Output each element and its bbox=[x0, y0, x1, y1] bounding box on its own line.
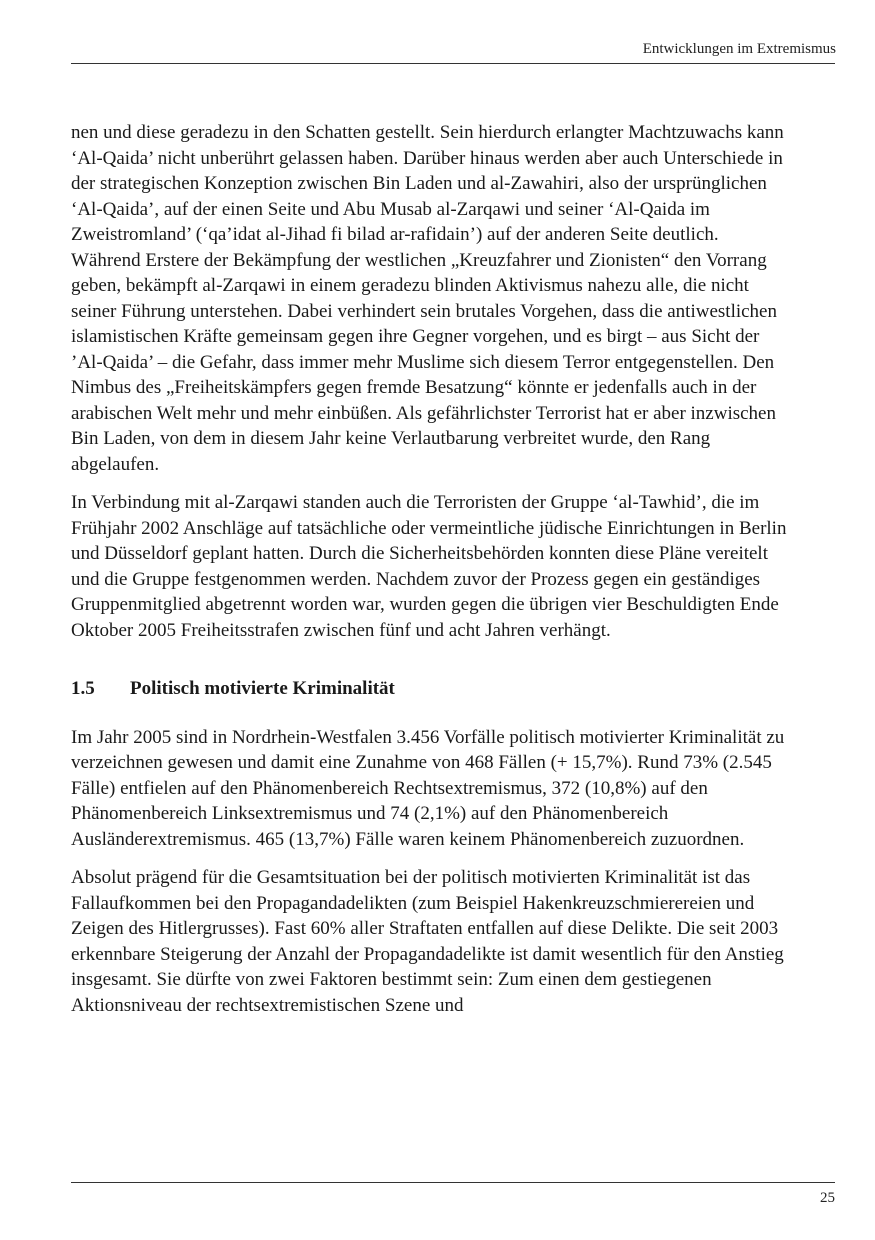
footer-divider bbox=[71, 1182, 835, 1183]
section-number: 1.5 bbox=[71, 678, 95, 699]
body-text bbox=[71, 120, 791, 1031]
paragraph-propaganda: Absolut prägend für die Gesamtsituation bei der politisch motivierten Kriminalität ist das Fallaufkommen bei den Propagandadelikten (zum Beispiel Hakenkreuzschmierereien und Zeigen des Hitlergrusses). Fast 60% aller Straftaten entfallen auf diese Delikte. Die seit 2003 erkennbare Steigerung der Anzahl der Propagandadelikte ist damit wesentlich für den Anstieg insgesamt. Sie dürfte von zwei Faktoren bestimmt sein: Zum einen dem gestiegenen Aktionsniveau der rechtsextremistischen Szene und bbox=[71, 867, 784, 1016]
paragraph-al-tawhid: In Verbindung mit al-Zarqawi standen auch die Terroristen der Gruppe ‘al-Tawhid’, die im Frühjahr 2002 Anschläge auf tatsächliche oder vermeintliche jüdische Einrichtungen in Berlin und Düsseldorf geplant hatten. Durch die Sicherheitsbehörden konnten diese Pläne vereitelt und die Gruppe festgenommen werden. Nachdem zuvor der Prozess gegen ein geständiges Gruppenmitglied abgetrennt worden war, wurden gegen die übrigen vier Beschuldigten Ende Oktober 2005 Freiheitsstrafen zwischen fünf und acht Jahren verhängt. bbox=[71, 492, 787, 641]
page-number: 25 bbox=[820, 1190, 835, 1206]
header-divider bbox=[71, 63, 835, 64]
paragraph-statistics: Im Jahr 2005 sind in Nordrhein-Westfalen 3.456 Vorfälle politisch motivierter Kriminalität zu verzeichnen gewesen und damit eine Zunahme von 468 Fällen (+ 15,7%). Rund 73% (2.545 Fälle) entfielen auf den Phänomenbereich Rechtsextremismus, 372 (10,8%) auf den Phänomenbereich Linksextremismus und 74 (2,1%) auf den Phänomenbereich Ausländerextremismus. 465 (13,7%) Fälle waren keinem Phänomenbereich zuzuordnen. bbox=[71, 726, 785, 850]
paragraph-al-zarqawi: nen und diese geradezu in den Schatten gestellt. Sein hierdurch erlangter Machtzuwachs kann ‘Al-Qaida’ nicht unberührt gelassen haben. Darüber hinaus werden aber auch Unterschiede in der strategischen Konzeption zwischen Bin Laden und al-Zawahiri, also der ursprünglichen ‘Al-Qaida’, auf der einen Seite und Abu Musab al-Zarqawi und seiner ‘Al-Qaida im Zweistromland’ (‘qa’idat al-Jihad fi bilad ar-rafidain’) auf der anderen Seite deutlich. Während Erstere der Bekämpfung der westlichen „Kreuzfahrer und Zionisten“ den Vorrang geben, bekämpft al-Zarqawi in einem geradezu blinden Aktivismus nahezu alle, die nicht seiner Führung unterstehen. Dabei verhindert sein brutales Vorgehen, dass die antiwestlichen islamistischen Kräfte gemeinsam gegen ihre Gegner vorgehen, und es birgt – aus Sicht der ’Al-Qaida’ – die Gefahr, dass immer mehr Muslime sich diesem Terror entgegenstellen. Den Nimbus des „Freiheitskämpfers gegen fremde Besatzung“ könnte er jedenfalls auch in der arabischen Welt mehr und mehr einbüßen. Als gefährlichster Terrorist hat er aber inzwischen Bin Laden, von dem in diesem Jahr keine Verlautbarung verbreitet wurde, den Rang abgelaufen. bbox=[71, 122, 784, 475]
section-heading bbox=[71, 676, 791, 702]
running-header: Entwicklungen im Extremismus bbox=[642, 41, 836, 57]
section-title: Politisch motivierte Kriminalität bbox=[130, 678, 395, 699]
